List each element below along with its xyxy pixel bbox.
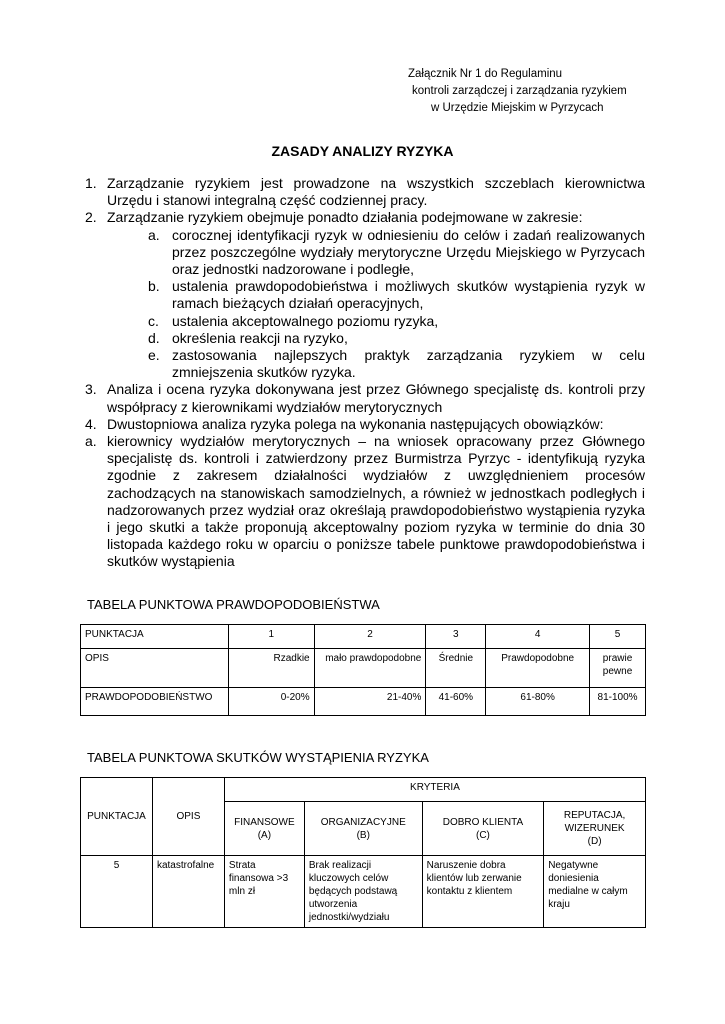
criterion-name: ORGANIZACYJNE [320,816,406,828]
sublist-letter: a. [148,226,160,243]
attachment-line-1: Załącznik Nr 1 do Regulaminu [408,68,563,80]
table-cell: Średnie [426,649,486,688]
table-cell: 2 [314,625,426,649]
table-cell: Prawdopodobne [486,649,590,688]
table-cell: 4 [486,625,590,649]
table-cell: 41-60% [426,688,486,716]
sublist-text: ustalenia prawdopodobieństwa i możliwych skutków wystąpienia ryzyk w ramach bieżących działań operacyjnych, [172,278,645,312]
criterion-reputacja [544,802,646,856]
list-text: Dwustopniowa analiza ryzyka polega na wykonania następujących obowiązków: [107,415,604,432]
criterion-name: DOBRO KLIENTA [442,816,524,828]
sublist-item [148,227,645,279]
table-cell: 0-20% [228,688,314,716]
criterion-organizacyjne [304,802,422,856]
table-cell: 5 [81,856,153,928]
probability-table-title: TABELA PUNKTOWA PRAWDOPODOBIEŃSTWA [87,597,380,612]
sublist-text: zastosowania najlepszych praktyk zarządzania ryzykiem w celu zmniejszenia skutków ryzyka. [172,347,645,381]
list-item [85,381,645,415]
list-number: 3. [85,381,97,398]
table-cell: 81-100% [590,688,646,716]
attachment-note [408,66,708,117]
table-cell: 1 [228,625,314,649]
list-number: 1. [85,175,97,191]
document-body [85,175,645,571]
list-number: a. [85,433,97,450]
list-number: 2. [85,209,97,226]
sublist [85,227,645,382]
table-row [81,688,646,716]
criterion-code: (A) [257,829,272,841]
list-item [85,433,645,571]
table-cell: PUNKTACJA [81,625,229,649]
attachment-line-2: kontroli zarządczej i zarządzania ryzykiem [412,85,627,97]
table-cell: Strata finansowa >3 mln zł [224,856,304,928]
table-cell: Negatywne doniesienia medialne w całym kraju [544,856,646,928]
document-title: ZASADY ANALIZY RYZYKA [271,143,454,159]
attachment-line-3: w Urzędzie Miejskim w Pyrzycach [431,102,604,114]
impact-table-title: TABELA PUNKTOWA SKUTKÓW WYSTĄPIENIA RYZYKA [87,750,429,765]
table-row [81,856,646,928]
list-text: Analiza i ocena ryzyka dokonywana jest przez Głównego specjalistę ds. kontroli przy współpracy z kierownikami wydziałów merytorycznych [107,381,645,415]
criterion-finansowe [224,802,304,856]
list-item [85,416,645,433]
table-header-cell: KRYTERIA [224,778,645,802]
sublist-letter: e. [148,347,160,364]
criterion-dobro-klienta [422,802,544,856]
list-number: 4. [85,415,97,432]
list-item [85,209,645,226]
sublist-letter: c. [148,312,159,329]
criterion-code: (D) [587,836,602,847]
table-cell: 61-80% [486,688,590,716]
sublist-item [148,330,645,347]
table-cell: katastrofalne [152,856,224,928]
sublist-item [148,313,645,330]
criterion-name: FINANSOWE [234,816,295,828]
criterion-code: (C) [475,829,490,841]
sublist-letter: d. [148,329,160,346]
table-cell: mało prawdopodobne [314,649,426,688]
table-cell: PRAWDOPODOBIEŃSTWO [81,688,229,716]
table-cell: 21-40% [314,688,426,716]
list-text: kierownicy wydziałów merytorycznych – na wniosek opracowany przez Głównego specjalistę ds. kontroli i zatwierdzony przez Burmistrza Pyrzyc - identyfikują ryzyka zgodnie z zakresem działalności wydziałów z uwzględnieniem procesów zachodzących na stanowiskach samodzielnych, a również w jednostkach podległych i nadzorowanych przez wydział oraz określają prawdopodobieństwo wystąpienia ryzyka i jego skutki a także proponują akceptowalny poziom ryzyka w terminie do dnia 30 listopada każdego roku w oparciu o poniższe tabele punktowe prawdopodobieństwa i skutków wystąpienia [107,433,645,570]
table-row [81,625,646,649]
sublist-item [148,278,645,312]
table-cell: OPIS [81,649,229,688]
table-row [81,778,646,802]
list-item [85,175,645,209]
list-text: Zarządzanie ryzykiem obejmuje ponadto działania podejmowane w zakresie: [107,209,583,226]
sublist-item [148,347,645,381]
table-cell: Brak realizacji kluczowych celów będących podstawą utworzenia jednostki/wydziału [304,856,422,928]
table-cell: Naruszenie dobra klientów lub zerwanie kontaktu z klientem [422,856,544,928]
criterion-name: REPUTACJA, WIZERUNEK [563,810,626,834]
impact-table [80,777,646,928]
table-cell: prawie pewne [590,649,646,688]
sublist-text: ustalenia akceptowalnego poziomu ryzyka, [172,312,439,329]
criterion-code: (B) [356,829,370,841]
table-header-cell: PUNKTACJA [81,778,153,856]
table-header-cell: OPIS [152,778,224,856]
list-text: Zarządzanie ryzykiem jest prowadzone na wszystkich szczeblach kierownictwa Urzędu i stanowi integralną część codziennej pracy. [107,175,645,209]
table-cell: 3 [426,625,486,649]
sublist-letter: b. [148,278,160,295]
table-cell: 5 [590,625,646,649]
table-row [81,649,646,688]
sublist-text: corocznej identyfikacji ryzyk w odniesieniu do celów i zadań realizowanych przez poszczególne wydziały merytoryczne Urzędu Miejskiego w Pyrzycach oraz jednostki nadzorowane i podległe, [172,226,645,278]
table-cell: Rzadkie [228,649,314,688]
sublist-text: określenia reakcji na ryzyko, [172,329,348,346]
probability-table [80,624,646,716]
